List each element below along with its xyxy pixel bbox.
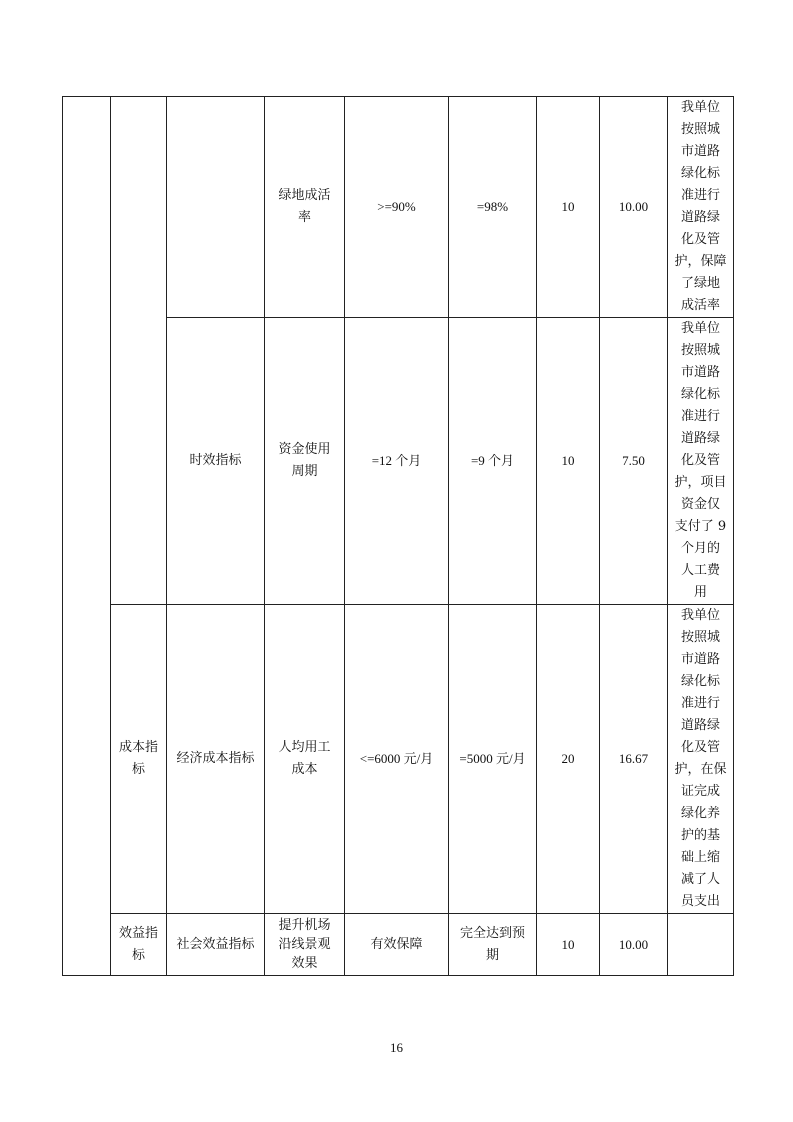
score-cell: 16.67	[600, 605, 668, 914]
actual-value-cell: 完全达到预 期	[449, 914, 537, 976]
weight-cell: 10	[537, 914, 600, 976]
target-value-cell: >=90%	[345, 97, 449, 318]
table-row	[63, 97, 734, 318]
level3-cell: 时效指标	[167, 318, 265, 605]
indicator-cell: 资金使用 周期	[265, 318, 345, 605]
page-number: 16	[390, 1040, 403, 1055]
level2-cell: 效益指 标	[111, 914, 167, 976]
target-value-cell: <=6000 元/月	[345, 605, 449, 914]
target-value-cell: =12 个月	[345, 318, 449, 605]
table-row	[63, 605, 734, 914]
actual-value-cell: =9 个月	[449, 318, 537, 605]
deviation-note-cell	[668, 914, 734, 976]
deviation-note-cell: 我单位 按照城 市道路 绿化标 准进行 道路绿 化及管 护，在保 证完成 绿化养 护的基 础上缩 减了人 员支出	[668, 605, 734, 914]
score-cell: 10.00	[600, 914, 668, 976]
level3-cell	[167, 97, 265, 318]
weight-cell: 10	[537, 97, 600, 318]
actual-value-cell: =98%	[449, 97, 537, 318]
score-cell: 7.50	[600, 318, 668, 605]
indicator-cell: 人均用工 成本	[265, 605, 345, 914]
target-value-cell: 有效保障	[345, 914, 449, 976]
table-row	[63, 914, 734, 976]
weight-cell: 10	[537, 318, 600, 605]
level3-cell: 经济成本指标	[167, 605, 265, 914]
weight-cell: 20	[537, 605, 600, 914]
indicator-cell: 提升机场 沿线景观 效果	[265, 914, 345, 976]
level1-cell	[63, 97, 111, 976]
indicator-cell: 绿地成活 率	[265, 97, 345, 318]
actual-value-cell: =5000 元/月	[449, 605, 537, 914]
level3-cell: 社会效益指标	[167, 914, 265, 976]
deviation-note-cell: 我单位 按照城 市道路 绿化标 准进行 道路绿 化及管 护，保障 了绿地 成活率	[668, 97, 734, 318]
level2-cell	[111, 97, 167, 605]
level2-cell: 成本指 标	[111, 605, 167, 914]
score-cell: 10.00	[600, 97, 668, 318]
performance-indicator-table	[62, 96, 734, 976]
deviation-note-cell: 我单位 按照城 市道路 绿化标 准进行 道路绿 化及管 护，项目 资金仅 支付了 9 个月的 人工费 用	[668, 318, 734, 605]
